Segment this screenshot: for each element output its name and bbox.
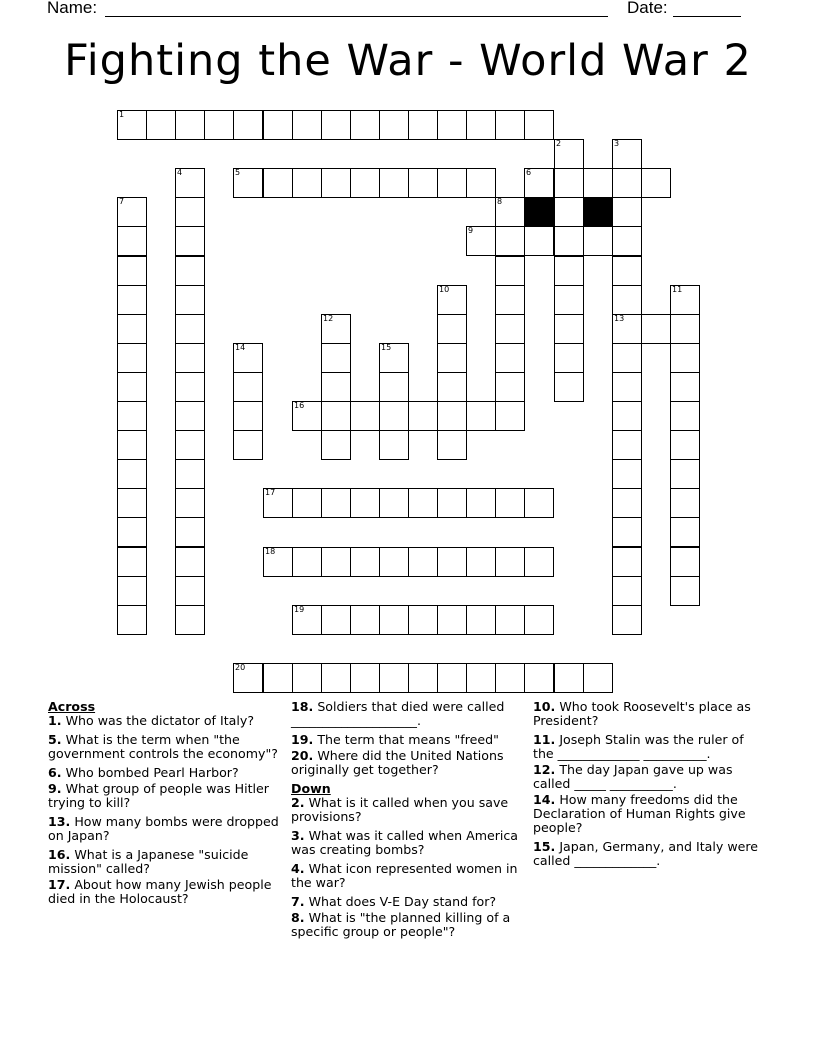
grid-cell[interactable] <box>466 547 496 577</box>
grid-cell[interactable] <box>437 110 467 140</box>
grid-cell[interactable] <box>495 226 525 256</box>
grid-cell[interactable] <box>117 110 147 140</box>
grid-cell[interactable] <box>554 285 584 315</box>
grid-cell[interactable] <box>263 110 293 140</box>
clue-down-11: 11. Joseph Stalin was the ruler of the _____________ __________. <box>533 732 744 761</box>
clue-across-6: 6. Who bombed Pearl Harbor? <box>48 765 239 780</box>
grid-cell[interactable] <box>408 663 438 693</box>
grid-cell[interactable] <box>175 517 205 547</box>
grid-cell[interactable] <box>466 605 496 635</box>
clue-down-3: 3. What was it called when America was creating bombs? <box>291 828 519 857</box>
grid-cell[interactable] <box>233 430 263 460</box>
grid-cell[interactable] <box>670 517 700 547</box>
grid-cell[interactable] <box>495 343 525 373</box>
grid-cell-black <box>524 197 554 227</box>
grid-cell[interactable] <box>233 663 263 693</box>
grid-cell[interactable] <box>583 663 613 693</box>
grid-cell[interactable] <box>117 314 147 344</box>
grid-cell[interactable] <box>233 110 263 140</box>
grid-cell[interactable] <box>321 605 351 635</box>
grid-cell[interactable] <box>117 372 147 402</box>
clues-column-2 <box>291 700 523 944</box>
grid-cell[interactable] <box>554 226 584 256</box>
clue-down-14: 14. How many freedoms did the Declaration of Human Rights give people? <box>533 792 746 835</box>
cell-number: 16 <box>294 401 305 410</box>
grid-cell[interactable] <box>379 488 409 518</box>
clue-across-16: 16. What is a Japanese "suicide mission" called? <box>48 847 249 876</box>
cell-number: 4 <box>177 168 183 177</box>
grid-cell[interactable] <box>466 488 496 518</box>
clue-across-9: 9. What group of people was Hitler trying to kill? <box>48 781 269 810</box>
grid-cell[interactable] <box>350 110 380 140</box>
grid-cell[interactable] <box>117 226 147 256</box>
cell-number: 1 <box>119 110 125 119</box>
grid-cell[interactable] <box>466 663 496 693</box>
grid-cell[interactable] <box>612 168 642 198</box>
grid-cell[interactable] <box>175 547 205 577</box>
grid-cell[interactable] <box>117 343 147 373</box>
grid-cell[interactable] <box>175 226 205 256</box>
grid-cell[interactable] <box>612 372 642 402</box>
grid-cell[interactable] <box>408 168 438 198</box>
grid-cell[interactable] <box>524 226 554 256</box>
cell-number: 18 <box>265 547 276 556</box>
grid-cell[interactable] <box>495 285 525 315</box>
grid-cell[interactable] <box>408 605 438 635</box>
cell-number: 11 <box>672 285 683 294</box>
clue-across-5: 5. What is the term when "the government controls the economy"? <box>48 732 278 761</box>
grid-cell[interactable] <box>641 168 671 198</box>
grid-cell[interactable] <box>350 605 380 635</box>
grid-cell[interactable] <box>379 547 409 577</box>
grid-cell[interactable] <box>670 576 700 606</box>
grid-cell[interactable] <box>670 401 700 431</box>
clues-column-1 <box>48 700 283 911</box>
grid-cell[interactable] <box>379 168 409 198</box>
grid-cell[interactable] <box>437 372 467 402</box>
grid-cell[interactable] <box>321 110 351 140</box>
grid-cell[interactable] <box>350 401 380 431</box>
grid-cell[interactable] <box>437 547 467 577</box>
grid-cell[interactable] <box>233 168 263 198</box>
grid-cell[interactable] <box>612 314 642 344</box>
clue-down-8: 8. What is "the planned killing of a specific group or people"? <box>291 910 511 939</box>
cell-number: 15 <box>381 343 392 352</box>
grid-cell[interactable] <box>612 517 642 547</box>
grid-cell[interactable] <box>524 547 554 577</box>
grid-cell[interactable] <box>350 547 380 577</box>
grid-cell[interactable] <box>233 372 263 402</box>
grid-cell[interactable] <box>524 110 554 140</box>
clue-down-7: 7. What does V-E Day stand for? <box>291 894 497 909</box>
grid-cell[interactable] <box>175 168 205 198</box>
grid-cell[interactable] <box>117 401 147 431</box>
grid-cell[interactable] <box>292 110 322 140</box>
grid-cell[interactable] <box>612 401 642 431</box>
grid-cell[interactable] <box>583 168 613 198</box>
grid-cell[interactable] <box>554 343 584 373</box>
clue-across-18: 18. Soldiers that died were called ____________________. <box>291 699 505 728</box>
grid-cell[interactable] <box>233 343 263 373</box>
cell-number: 8 <box>497 197 503 206</box>
grid-cell[interactable] <box>670 488 700 518</box>
grid-cell-black <box>583 197 613 227</box>
grid-cell[interactable] <box>437 430 467 460</box>
clue-across-19: 19. The term that means "freed" <box>291 732 499 747</box>
grid-cell[interactable] <box>408 488 438 518</box>
grid-cell[interactable] <box>117 605 147 635</box>
grid-cell[interactable] <box>321 372 351 402</box>
grid-cell[interactable] <box>495 488 525 518</box>
grid-cell[interactable] <box>117 459 147 489</box>
grid-cell[interactable] <box>612 285 642 315</box>
grid-cell[interactable] <box>554 139 584 169</box>
grid-cell[interactable] <box>263 547 293 577</box>
grid-cell[interactable] <box>437 605 467 635</box>
grid-cell[interactable] <box>321 547 351 577</box>
down-heading: Down <box>291 781 331 796</box>
clue-across-1: 1. Who was the dictator of Italy? <box>48 713 255 728</box>
grid-cell[interactable] <box>670 314 700 344</box>
date-label: Date: <box>627 0 668 17</box>
grid-cell[interactable] <box>612 430 642 460</box>
grid-cell[interactable] <box>437 343 467 373</box>
grid-cell[interactable] <box>612 576 642 606</box>
clue-down-12: 12. The day Japan gave up was called _____ __________. <box>533 762 733 791</box>
cell-number: 17 <box>265 488 276 497</box>
grid-cell[interactable] <box>670 372 700 402</box>
grid-cell[interactable] <box>670 547 700 577</box>
grid-cell[interactable] <box>175 401 205 431</box>
grid-cell[interactable] <box>554 372 584 402</box>
grid-cell[interactable] <box>117 547 147 577</box>
grid-cell[interactable] <box>175 314 205 344</box>
grid-cell[interactable] <box>117 488 147 518</box>
grid-cell[interactable] <box>495 663 525 693</box>
grid-cell[interactable] <box>175 605 205 635</box>
grid-cell[interactable] <box>612 547 642 577</box>
grid-cell[interactable] <box>321 488 351 518</box>
grid-cell[interactable] <box>641 314 671 344</box>
grid-cell[interactable] <box>175 285 205 315</box>
grid-cell[interactable] <box>292 547 322 577</box>
grid-cell[interactable] <box>437 314 467 344</box>
cell-number: 7 <box>119 197 125 206</box>
cell-number: 3 <box>614 139 620 148</box>
cell-number: 9 <box>468 226 474 235</box>
grid-cell[interactable] <box>117 430 147 460</box>
grid-cell[interactable] <box>437 401 467 431</box>
grid-cell[interactable] <box>175 430 205 460</box>
grid-cell[interactable] <box>437 488 467 518</box>
grid-cell[interactable] <box>321 430 351 460</box>
grid-cell[interactable] <box>670 459 700 489</box>
grid-cell[interactable] <box>466 401 496 431</box>
grid-cell[interactable] <box>263 488 293 518</box>
grid-cell[interactable] <box>292 663 322 693</box>
grid-cell[interactable] <box>495 314 525 344</box>
cell-number: 19 <box>294 605 305 614</box>
grid-cell[interactable] <box>175 372 205 402</box>
grid-cell[interactable] <box>495 197 525 227</box>
grid-cell[interactable] <box>554 256 584 286</box>
grid-cell[interactable] <box>117 285 147 315</box>
page-title: Fighting the War - World War 2 <box>64 36 752 86</box>
grid-cell[interactable] <box>524 488 554 518</box>
date-field[interactable] <box>673 16 741 17</box>
grid-cell[interactable] <box>263 168 293 198</box>
clue-down-4: 4. What icon represented women in the war? <box>291 861 518 890</box>
grid-cell[interactable] <box>379 110 409 140</box>
grid-cell[interactable] <box>495 372 525 402</box>
cell-number: 12 <box>323 314 334 323</box>
grid-cell[interactable] <box>175 343 205 373</box>
grid-cell[interactable] <box>146 110 176 140</box>
grid-cell[interactable] <box>612 343 642 373</box>
grid-cell[interactable] <box>466 110 496 140</box>
cell-number: 6 <box>526 168 532 177</box>
grid-cell[interactable] <box>554 663 584 693</box>
grid-cell[interactable] <box>175 256 205 286</box>
grid-cell[interactable] <box>117 576 147 606</box>
grid-cell[interactable] <box>117 197 147 227</box>
grid-cell[interactable] <box>175 459 205 489</box>
cell-number: 10 <box>439 285 450 294</box>
grid-cell[interactable] <box>612 139 642 169</box>
grid-cell[interactable] <box>379 372 409 402</box>
grid-cell[interactable] <box>408 547 438 577</box>
header <box>0 0 816 24</box>
grid-cell[interactable] <box>379 663 409 693</box>
grid-cell[interactable] <box>612 256 642 286</box>
grid-cell[interactable] <box>321 663 351 693</box>
grid-cell[interactable] <box>554 168 584 198</box>
grid-cell[interactable] <box>612 488 642 518</box>
grid-cell[interactable] <box>321 343 351 373</box>
clues-column-3 <box>533 700 765 873</box>
grid-cell[interactable] <box>321 314 351 344</box>
cell-number: 14 <box>235 343 246 352</box>
grid-cell[interactable] <box>670 430 700 460</box>
grid-cell[interactable] <box>670 285 700 315</box>
grid-cell[interactable] <box>524 605 554 635</box>
grid-cell[interactable] <box>495 401 525 431</box>
grid-cell[interactable] <box>117 517 147 547</box>
grid-cell[interactable] <box>437 168 467 198</box>
grid-cell[interactable] <box>524 168 554 198</box>
grid-cell[interactable] <box>408 401 438 431</box>
grid-cell[interactable] <box>175 576 205 606</box>
grid-cell[interactable] <box>263 663 293 693</box>
cell-number: 13 <box>614 314 625 323</box>
grid-cell[interactable] <box>466 168 496 198</box>
grid-cell[interactable] <box>292 488 322 518</box>
clue-across-20: 20. Where did the United Nations originally get together? <box>291 748 504 777</box>
grid-cell[interactable] <box>524 663 554 693</box>
grid-cell[interactable] <box>612 226 642 256</box>
name-field[interactable] <box>105 16 608 17</box>
grid-cell[interactable] <box>350 168 380 198</box>
grid-cell[interactable] <box>612 605 642 635</box>
grid-cell[interactable] <box>612 197 642 227</box>
grid-cell[interactable] <box>204 110 234 140</box>
grid-cell[interactable] <box>175 488 205 518</box>
grid-cell[interactable] <box>554 314 584 344</box>
grid-cell[interactable] <box>292 605 322 635</box>
grid-cell[interactable] <box>495 605 525 635</box>
grid-cell[interactable] <box>408 110 438 140</box>
clue-across-13: 13. How many bombs were dropped on Japan? <box>48 814 279 843</box>
cell-number: 2 <box>556 139 562 148</box>
grid-cell[interactable] <box>379 343 409 373</box>
grid-cell[interactable] <box>379 605 409 635</box>
grid-cell[interactable] <box>292 401 322 431</box>
grid-cell[interactable] <box>379 401 409 431</box>
grid-cell[interactable] <box>175 197 205 227</box>
grid-cell[interactable] <box>466 226 496 256</box>
grid-cell[interactable] <box>437 285 467 315</box>
clue-down-2: 2. What is it called when you save provisions? <box>291 795 509 824</box>
grid-cell[interactable] <box>583 226 613 256</box>
clue-down-15: 15. Japan, Germany, and Italy were called _____________. <box>533 839 759 868</box>
grid-cell[interactable] <box>175 110 205 140</box>
cell-number: 5 <box>235 168 241 177</box>
across-heading: Across <box>48 699 96 714</box>
clue-across-17: 17. About how many Jewish people died in the Holocaust? <box>48 877 272 906</box>
grid-cell[interactable] <box>321 168 351 198</box>
grid-cell[interactable] <box>495 256 525 286</box>
grid-cell[interactable] <box>495 110 525 140</box>
name-label: Name: <box>47 0 98 17</box>
cell-number: 20 <box>235 663 246 672</box>
grid-cell[interactable] <box>437 663 467 693</box>
grid-cell[interactable] <box>495 547 525 577</box>
clue-down-10: 10. Who took Roosevelt's place as President? <box>533 699 751 728</box>
grid-cell[interactable] <box>350 663 380 693</box>
grid-cell[interactable] <box>379 430 409 460</box>
grid-cell[interactable] <box>670 343 700 373</box>
grid-cell[interactable] <box>554 197 584 227</box>
grid-cell[interactable] <box>292 168 322 198</box>
grid-cell[interactable] <box>321 401 351 431</box>
grid-cell[interactable] <box>233 401 263 431</box>
grid-cell[interactable] <box>117 256 147 286</box>
grid-cell[interactable] <box>350 488 380 518</box>
grid-cell[interactable] <box>612 459 642 489</box>
